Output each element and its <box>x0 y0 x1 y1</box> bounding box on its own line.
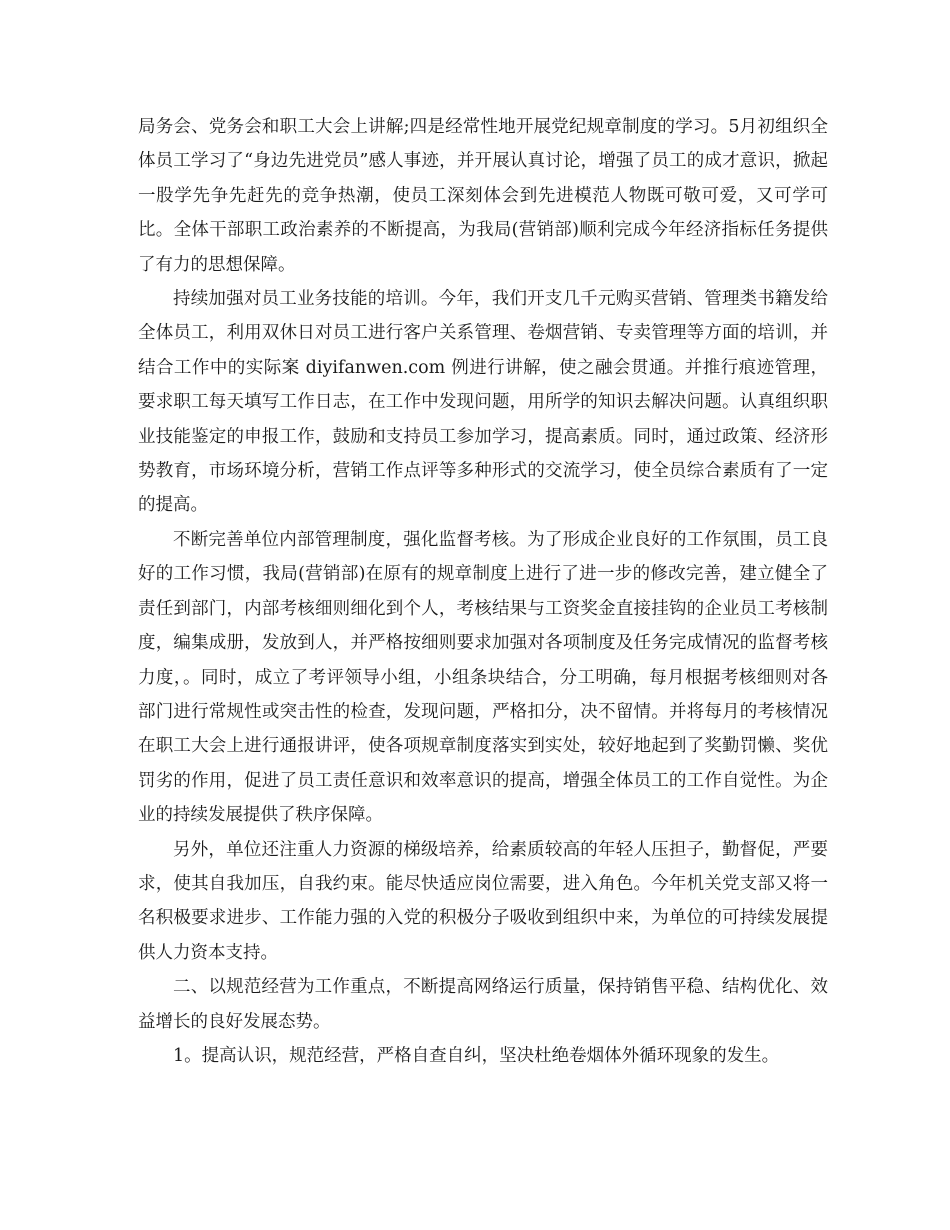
paragraph-management-system: 不断完善单位内部管理制度，强化监督考核。为了形成企业良好的工作氛围，员工良好的工作习惯，我局(营销部)在原有的规章制度上进行了进一步的修改完善，建立健全了责任到部门，内部考核细则细化到个人，考核结果与工资奖金直接挂钩的企业员工考核制度，编集成册，发放到人，并严格按细则要求加强对各项制度及任务完成情况的监督考核力度，。同时，成立了考评领导小组，小组条块结合，分工明确，每月根据考核细则对各部门进行常规性或突击性的检查，发现问题，严格扣分，决不留情。并将每月的考核情况在职工大会上进行通报讲评，使各项规章制度落实到实处，较好地起到了奖勤罚懒、奖优罚劣的作用，促进了员工责任意识和效率意识的提高，增强全体员工的工作自觉性。为企业的持续发展提供了秩序保障。 <box>138 529 828 826</box>
document-body <box>138 110 828 1073</box>
section-heading-standardized-operation: 二、以规范经营为工作重点，不断提高网络运行质量，保持销售平稳、结构优化、效益增长的良好发展态势。 <box>138 977 828 1032</box>
paragraph-talent-cultivation: 另外，单位还注重人力资源的梯级培养，给素质较高的年轻人压担子，勤督促，严要求，使其自我加压，自我约束。能尽快适应岗位需要，进入角色。今年机关党支部又将一名积极要求进步、工作能力强的入党的积极分子吸收到组织中来，为单位的可持续发展提供人力资本支持。 <box>138 839 828 963</box>
paragraph-political-study: 局务会、党务会和职工大会上讲解;四是经常性地开展党纪规章制度的学习。5月初组织全体员工学习了“身边先进党员”感人事迹，并开展认真讨论，增强了员工的成才意识，掀起一股学先争先赶先的竞争热潮，使员工深刻体会到先进模范人物既可敬可爱，又可学可比。全体干部职工政治素养的不断提高，为我局(营销部)顺利完成今年经济指标任务提供了有力的思想保障。 <box>138 117 828 275</box>
paragraph-item-1: 1。提高认识，规范经营，严格自查自纠，坚决杜绝卷烟体外循环现象的发生。 <box>173 1045 780 1066</box>
paragraph-skills-training: 持续加强对员工业务技能的培训。今年，我们开支几千元购买营销、管理类书籍发给全体员工，利用双休日对员工进行客户关系管理、卷烟营销、专卖管理等方面的培训，并结合工作中的实际案 diyifanwen.com 例进行讲解，使之融会贯通。并推行痕迹管理，要求职工每天填写工作日志，在工作中发现问题，用所学的知识去解决问题。认真组织职业技能鉴定的申报工作，鼓励和支持员工参加学习，提高素质。同时，通过政策、经济形势教育，市场环境分析，营销工作点评等多种形式的交流学习，使全员综合素质有了一定的提高。 <box>138 289 828 516</box>
